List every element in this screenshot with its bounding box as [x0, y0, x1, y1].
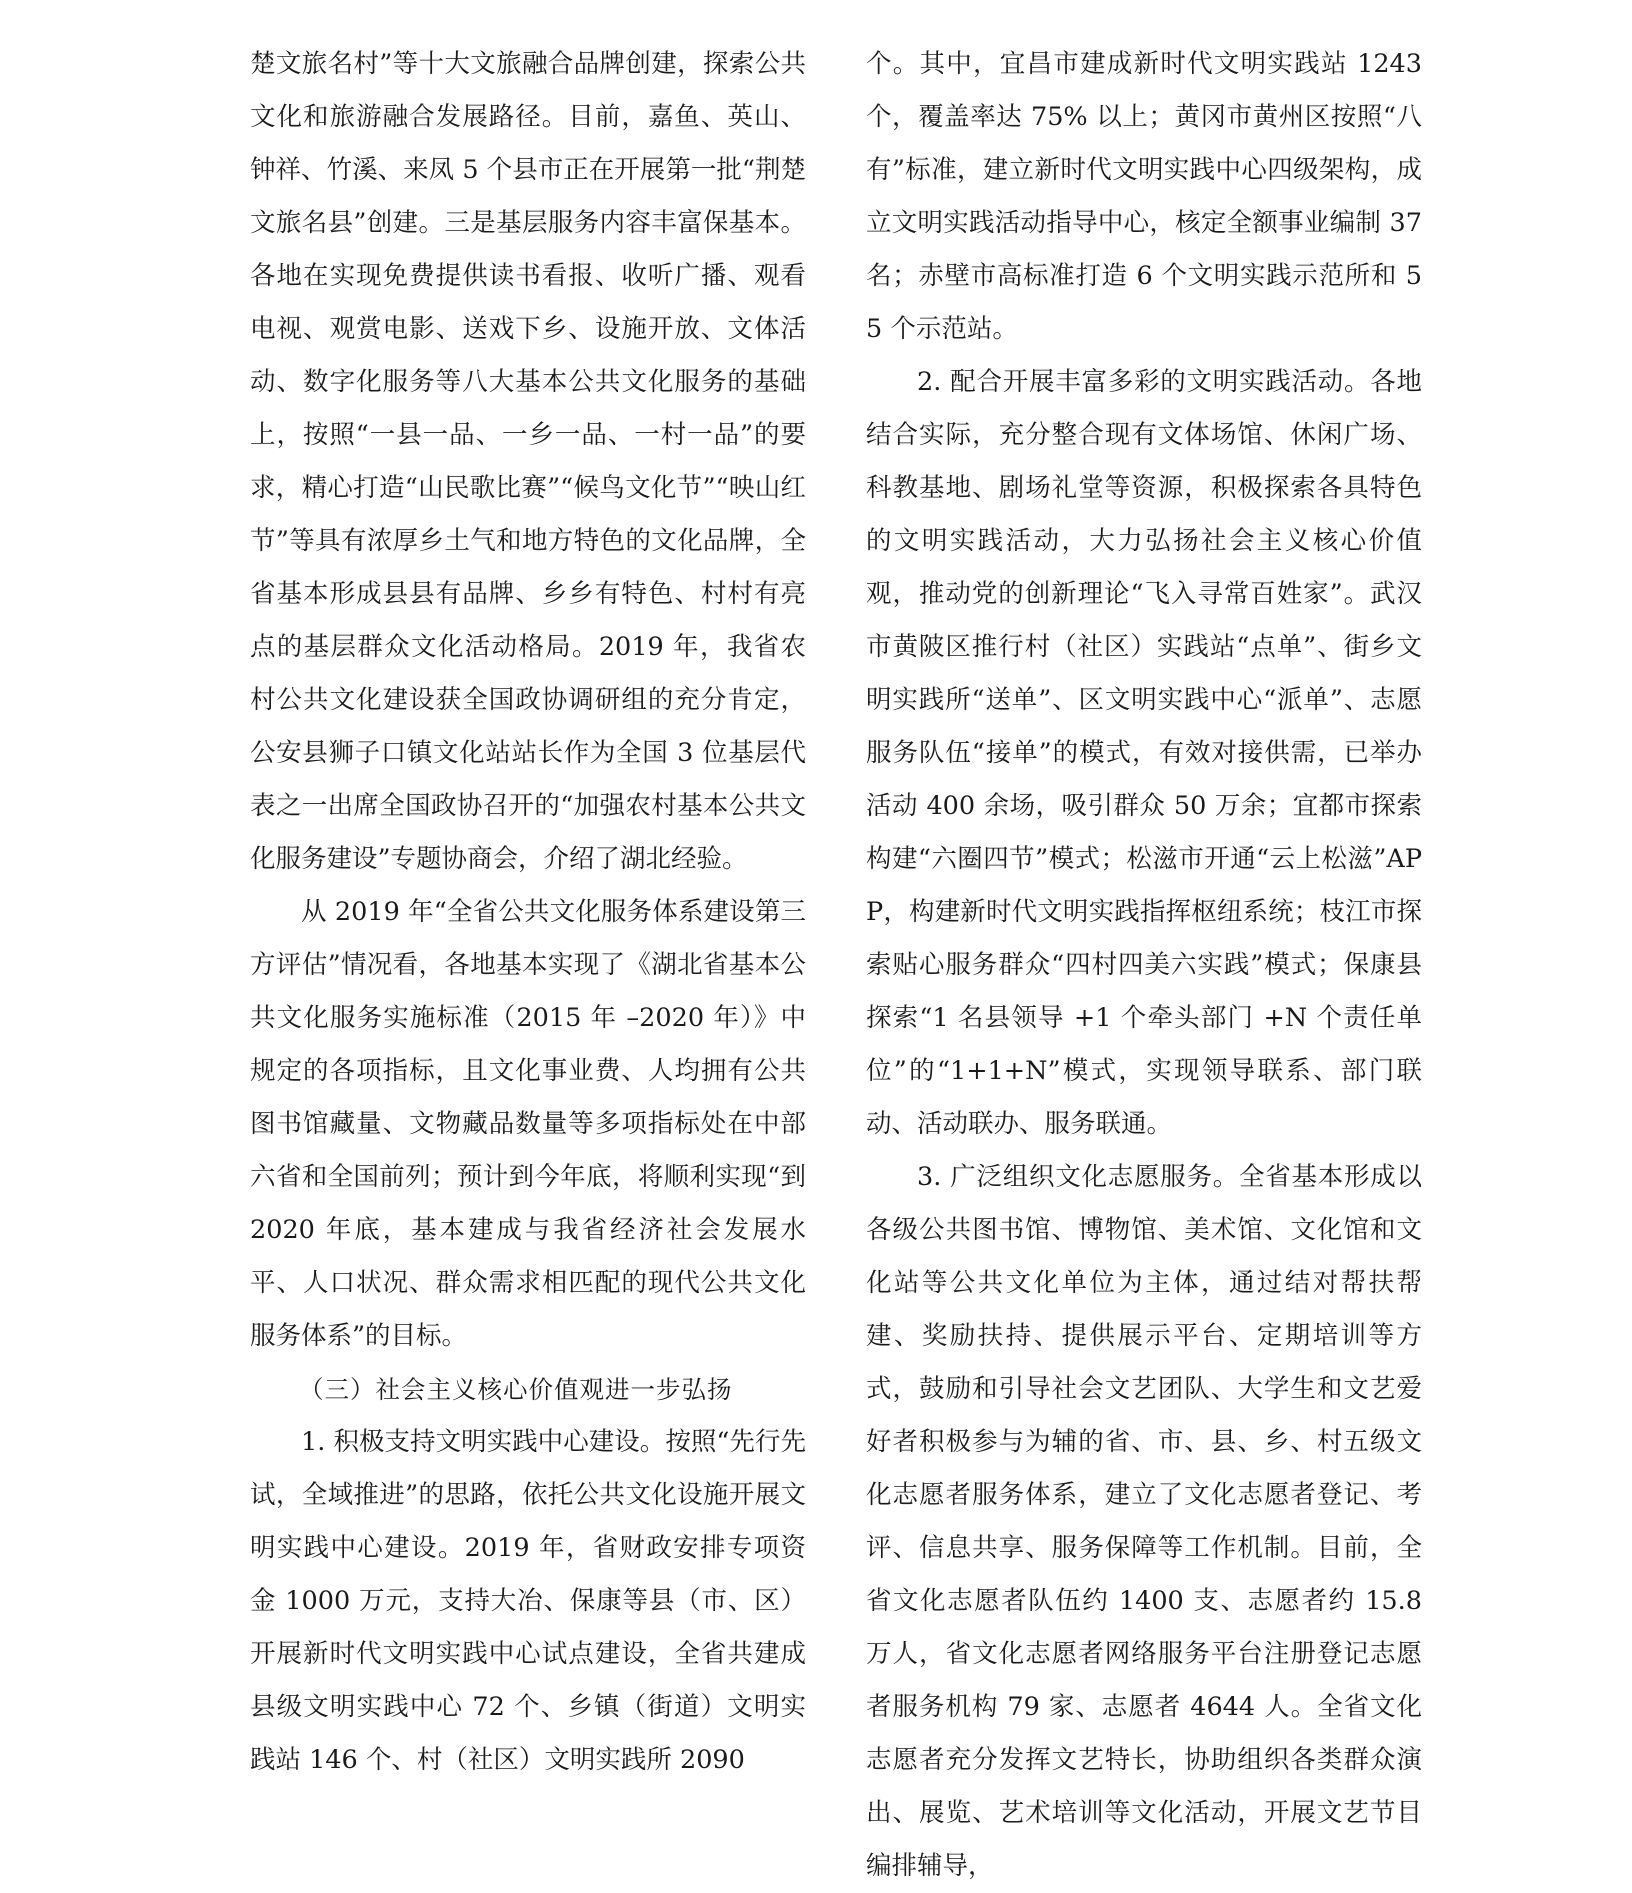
paragraph-volunteer-service: 3. 广泛组织文化志愿服务。全省基本形成以各级公共图书馆、博物馆、美术馆、文化馆和文化站等公共文化单位为主体，通过结对帮扶帮建、奖励扶持、提供展示平台、定期培训等方式，鼓励和引导社会文艺团队、大学生和文艺爱好者积极参与为辅的省、市、县、乡、村五级文化志愿者服务体系，建立了文化志愿者登记、考评、信息共享、服务保障等工作机制。目前，全省文化志愿者队伍约 1400 支、志愿者约 15.8 万人，省文化志愿者网络服务平台注册登记志愿者服务机构 79 家、志愿者 4644 人。全省文化志愿者充分发挥文艺特长，协助组织各类群众演出、展览、艺术培训等文化活动，开展文艺节目编排辅导， [866, 1162, 1422, 1881]
left-text-column [250, 38, 806, 1848]
paragraph-continuation: 楚文旅名村”等十大文旅融合品牌创建，探索公共文化和旅游融合发展路径。目前，嘉鱼、英山、钟祥、竹溪、来凤 5 个县市正在开展第一批“荆楚文旅名县”创建。三是基层服务内容丰富保基本。各地在实现免费提供读书看报、收听广播、观看电视、观赏电影、送戏下乡、设施开放、文体活动、数字化服务等八大基本公共文化服务的基础上，按照“一县一品、一乡一品、一村一品”的要求，精心打造“山民歌比赛”“候鸟文化节”“映山红节”等具有浓厚乡土气和地方特色的文化品牌，全省基本形成县县有品牌、乡乡有特色、村村有亮点的基层群众文化活动格局。2019 年，我省农村公共文化建设获全国政协调研组的充分肯定，公安县狮子口镇文化站站长作为全国 3 位基层代表之一出席全国政协召开的“加强农村基本公共文化服务建设”专题协商会，介绍了湖北经验。 [250, 49, 806, 874]
right-text-column [866, 38, 1422, 1881]
paragraph-evaluation: 从 2019 年“全省公共文化服务体系建设第三方评估”情况看，各地基本实现了《湖北省基本公共文化服务实施标准（2015 年 –2020 年）》中规定的各项指标，且文化事业费、人均拥有公共图书馆藏量、文物藏品数量等多项指标处在中部六省和全国前列；预计到今年底，将顺利实现“到 2020 年底，基本建成与我省经济社会发展水平、人口状况、群众需求相匹配的现代公共文化服务体系”的目标。 [250, 897, 806, 1351]
paragraph-civilization-center: 1. 积极支持文明实践中心建设。按照“先行先试，全域推进”的思路，依托公共文化设施开展文明实践中心建设。2019 年，省财政安排专项资金 1000 万元，支持大冶、保康等县（市、区）开展新时代文明实践中心试点建设，全省共建成县级文明实践中心 72 个、乡镇（街道）文明实践站 146 个、村（社区）文明实践所 2090 [250, 1427, 806, 1775]
paragraph-civilization-activities: 2. 配合开展丰富多彩的文明实践活动。各地结合实际，充分整合现有文体场馆、休闲广场、科教基地、剧场礼堂等资源，积极探索各具特色的文明实践活动，大力弘扬社会主义核心价值观，推动党的创新理论“飞入寻常百姓家”。武汉市黄陂区推行村（社区）实践站“点单”、街乡文明实践所“送单”、区文明实践中心“派单”、志愿服务队伍“接单”的模式，有效对接供需，已举办活动 400 余场，吸引群众 50 万余；宜都市探索构建“六圈四节”模式；松滋市开通“云上松滋”APP，构建新时代文明实践指挥枢纽系统；枝江市探索贴心服务群众“四村四美六实践”模式；保康县探索“1 名县领导 +1 个牵头部门 +N 个责任单位”的“1+1+N”模式，实现领导联系、部门联动、活动联办、服务联通。 [866, 367, 1422, 1139]
section-heading: （三）社会主义核心价值观进一步弘扬 [299, 1375, 733, 1404]
paragraph-continuation-right: 个。其中，宜昌市建成新时代文明实践站 1243 个，覆盖率达 75% 以上；黄冈市黄州区按照“八有”标准，建立新时代文明实践中心四级架构，成立文明实践活动指导中心，核定全额事业编制 37 名；赤壁市高标准打造 6 个文明实践示范所和 55 个示范站。 [866, 49, 1422, 344]
